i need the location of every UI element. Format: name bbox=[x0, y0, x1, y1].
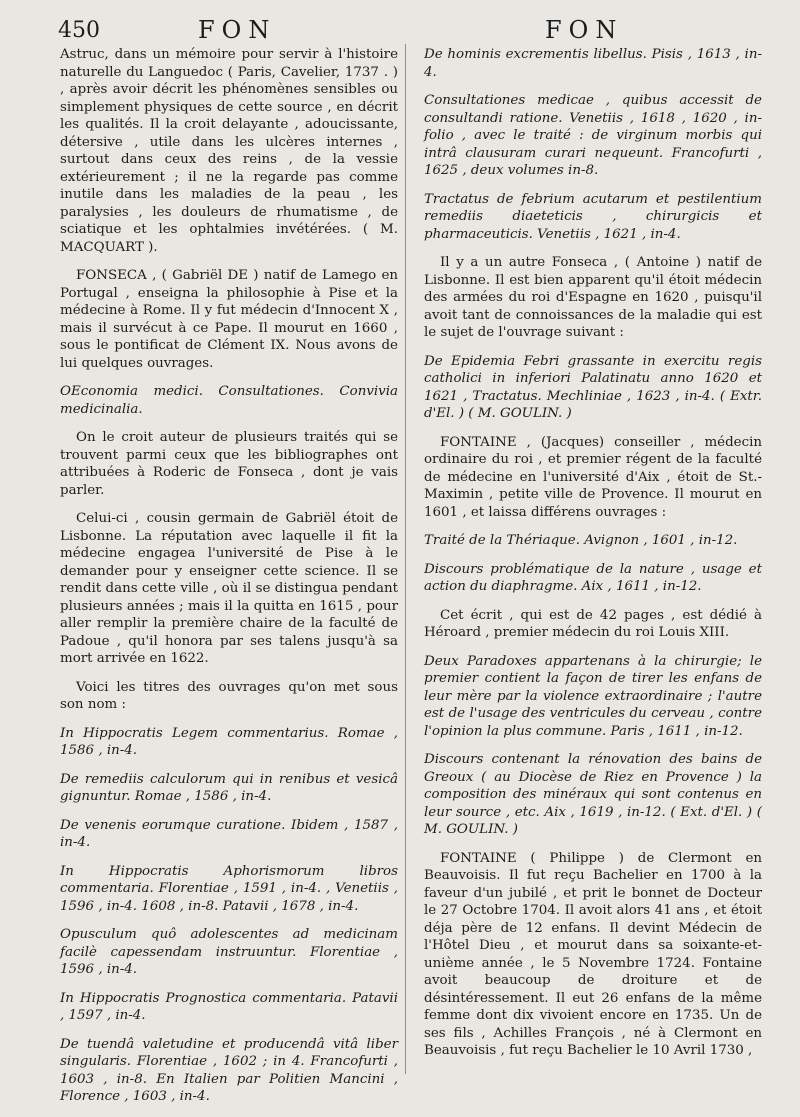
paragraph: Traité de la Thériaque. Avignon , 1601 , in-12. bbox=[424, 533, 738, 548]
paragraph: FONTAINE ( Philippe ) de Clermont en Beauvoisis. Il fut reçu Bachelier en 1700 à la faveur d'un jubilé , et prit le bonnet de Docteur le 27 Octobre 1704. Il avoit alors 41 ans , et étoit déja père de 12 enfans. Il devint Médecin de l'Hôtel Dieu , et mourut dans sa soixante-et-unième année , le 5 Novembre 1724. Fontaine avoit beaucoup de droiture et de désintéressement. Il eut 26 enfans de la même femme dont dix vivoient encore en 1735. Un de ses fils , Achilles François , né à Clermont en Beauvoisis , fut reçu Bachelier le 10 Avril 1730 , bbox=[424, 850, 762, 1058]
paragraph: Discours problématique de la nature , usage et action du diaphragme. Aix , 1611 , in-12. bbox=[424, 561, 762, 594]
paragraph: Deux Paradoxes appartenans à la chirurgie; le premier contient la façon de tirer les enfans de leur mère par la violence extraordinaire ; l'autre est de l'usage des ventricules du cerveau , contre l'opinion la plus commune. Paris , 1611 , in-12. bbox=[424, 653, 762, 739]
paragraph: FONSECA , ( Gabriël DE ) natif de Lamego en Portugal , enseigna la philosophie à Pise et la médecine à Rome. Il y fut médecin d'Innocent X , mais il survécut à ce Pape. Il mourut en 1660 , sous le pontificat de Clément IX. Nous avons de lui quelques ouvrages. bbox=[60, 268, 398, 371]
paragraph: Tractatus de febrium acutarum et pestilentium remediis diaeteticis , chirurgicis et pharmaceuticis. Venetiis , 1621 , in-4. bbox=[424, 191, 762, 242]
paragraph: De Epidemia Febri grassante in exercitu regis catholici in inferiori Palatinatu anno 1620 et 1621 , Tractatus. Mechliniae , 1623 , in-4. ( Extr. d'El. ) ( M. GOULIN. ) bbox=[424, 353, 762, 421]
running-title-left: FON bbox=[198, 16, 277, 44]
paragraph: FONTAINE , (Jacques) conseiller , médecin ordinaire du roi , et premier régent de la faculté de médecine en l'université d'Aix , étoit de St.-Maximin , petite ville de Provence. Il mourut en 1601 , et laissa différens ouvrages : bbox=[424, 434, 762, 520]
paragraph: Celui-ci , cousin germain de Gabriël étoit de Lisbonne. La réputation avec laquelle il fit la médecine engagea l'université de Pise à le demander pour y enseigner cette science. Il se rendit dans cette ville , où il se distingua pendant plusieurs années ; mais il la quitta en 1615 , pour aller remplir la première chaire de la faculté de Padoue , qu'il honora par ses talens jusqu'à sa mort arrivée en 1622. bbox=[60, 511, 398, 666]
paragraph: De remediis calculorum qui in renibus et vesicâ gignuntur. Romae , 1586 , in-4. bbox=[60, 771, 398, 804]
paragraph: On le croit auteur de plusieurs traités qui se trouvent parmi ceux que les bibliographes ont attribuées à Roderic de Fonseca , dont je vais parler. bbox=[60, 430, 398, 498]
paragraph: De tuendâ valetudine et producendâ vitâ liber singularis. Florentiae , 1602 ; in 4. Francofurti , 1603 , in-8. En Italien par Politien Mancini , Florence , 1603 , in-4. bbox=[60, 1036, 398, 1104]
paragraph: Astruc, dans un mémoire pour servir à l'histoire naturelle du Languedoc ( Paris, Cavelier, 1737 . ) , après avoir décrit les phénomènes sensibles ou simplement physiques de cette source , en décrit les qualités. Il la croit delayante , adoucissante, détersive , utile dans les ulcères internes , surtout dans ceux des reins , de la vessie extérieurement ; il ne la regarde pas comme inutile dans les maladies de la peau , les paralysies , les douleurs de rhumatisme , de sciatique et les ophtalmies invétérées. ( M. MACQUART ). bbox=[60, 47, 398, 255]
paragraph: OEconomia medici. Consultationes. Convivia medicinalia. bbox=[60, 384, 398, 417]
paragraph: De venenis eorumque curatione. Ibidem , 1587 , in-4. bbox=[60, 817, 398, 850]
paragraph: De hominis excrementis libellus. Pisis , 1613 , in-4. bbox=[424, 47, 762, 80]
paragraph: Cet écrit , qui est de 42 pages , est dédié à Héroard , premier médecin du roi Louis XIII. bbox=[424, 607, 762, 640]
left-column bbox=[60, 46, 398, 1117]
paragraph: Voici les titres des ouvrages qu'on met sous son nom : bbox=[60, 679, 398, 712]
paragraph: In Hippocratis Legem commentarius. Romae , 1586 , in-4. bbox=[60, 725, 398, 758]
paragraph: Il y a un autre Fonseca , ( Antoine ) natif de Lisbonne. Il est bien apparent qu'il étoit médecin des armées du roi d'Espagne en 1620 , puisqu'il avoit tant de connoissances de la maladie qui est le sujet de l'ouvrage suivant : bbox=[424, 255, 762, 340]
paragraph: Discours contenant la rénovation des bains de Greoux ( au Diocèse de Riez en Provence ) la composition des minéraux qui sont contenus en leur source , etc. Aix , 1619 , in-12. ( Ext. d'El. ) ( M. GOULIN. ) bbox=[424, 752, 762, 837]
running-title-right: FON bbox=[545, 16, 624, 44]
paragraph: Consultationes medicae , quibus accessit de consultandi ratione. Venetiis , 1618 , 1620 , in-folio , avec le traité : de virginum morbis qui intrâ clausuram curari nequeunt. Francofurti , 1625 , deux volumes in-8. bbox=[424, 93, 762, 178]
paragraph: In Hippocratis Prognostica commentaria. Patavii , 1597 , in-4. bbox=[60, 990, 398, 1023]
paragraph: Opusculum quô adolescentes ad medicinam facilè capessendam instruuntur. Florentiae , 1596 , in-4. bbox=[60, 927, 398, 977]
column-divider bbox=[405, 44, 406, 1074]
paragraph: In Hippocratis Aphorismorum libros commentaria. Florentiae , 1591 , in-4. , Venetiis , 1596 , in-4. 1608 , in-8. Patavii , 1678 , in-4. bbox=[60, 863, 398, 914]
page-header bbox=[0, 12, 800, 46]
right-column bbox=[424, 46, 762, 1071]
page-number: 450 bbox=[58, 18, 100, 43]
